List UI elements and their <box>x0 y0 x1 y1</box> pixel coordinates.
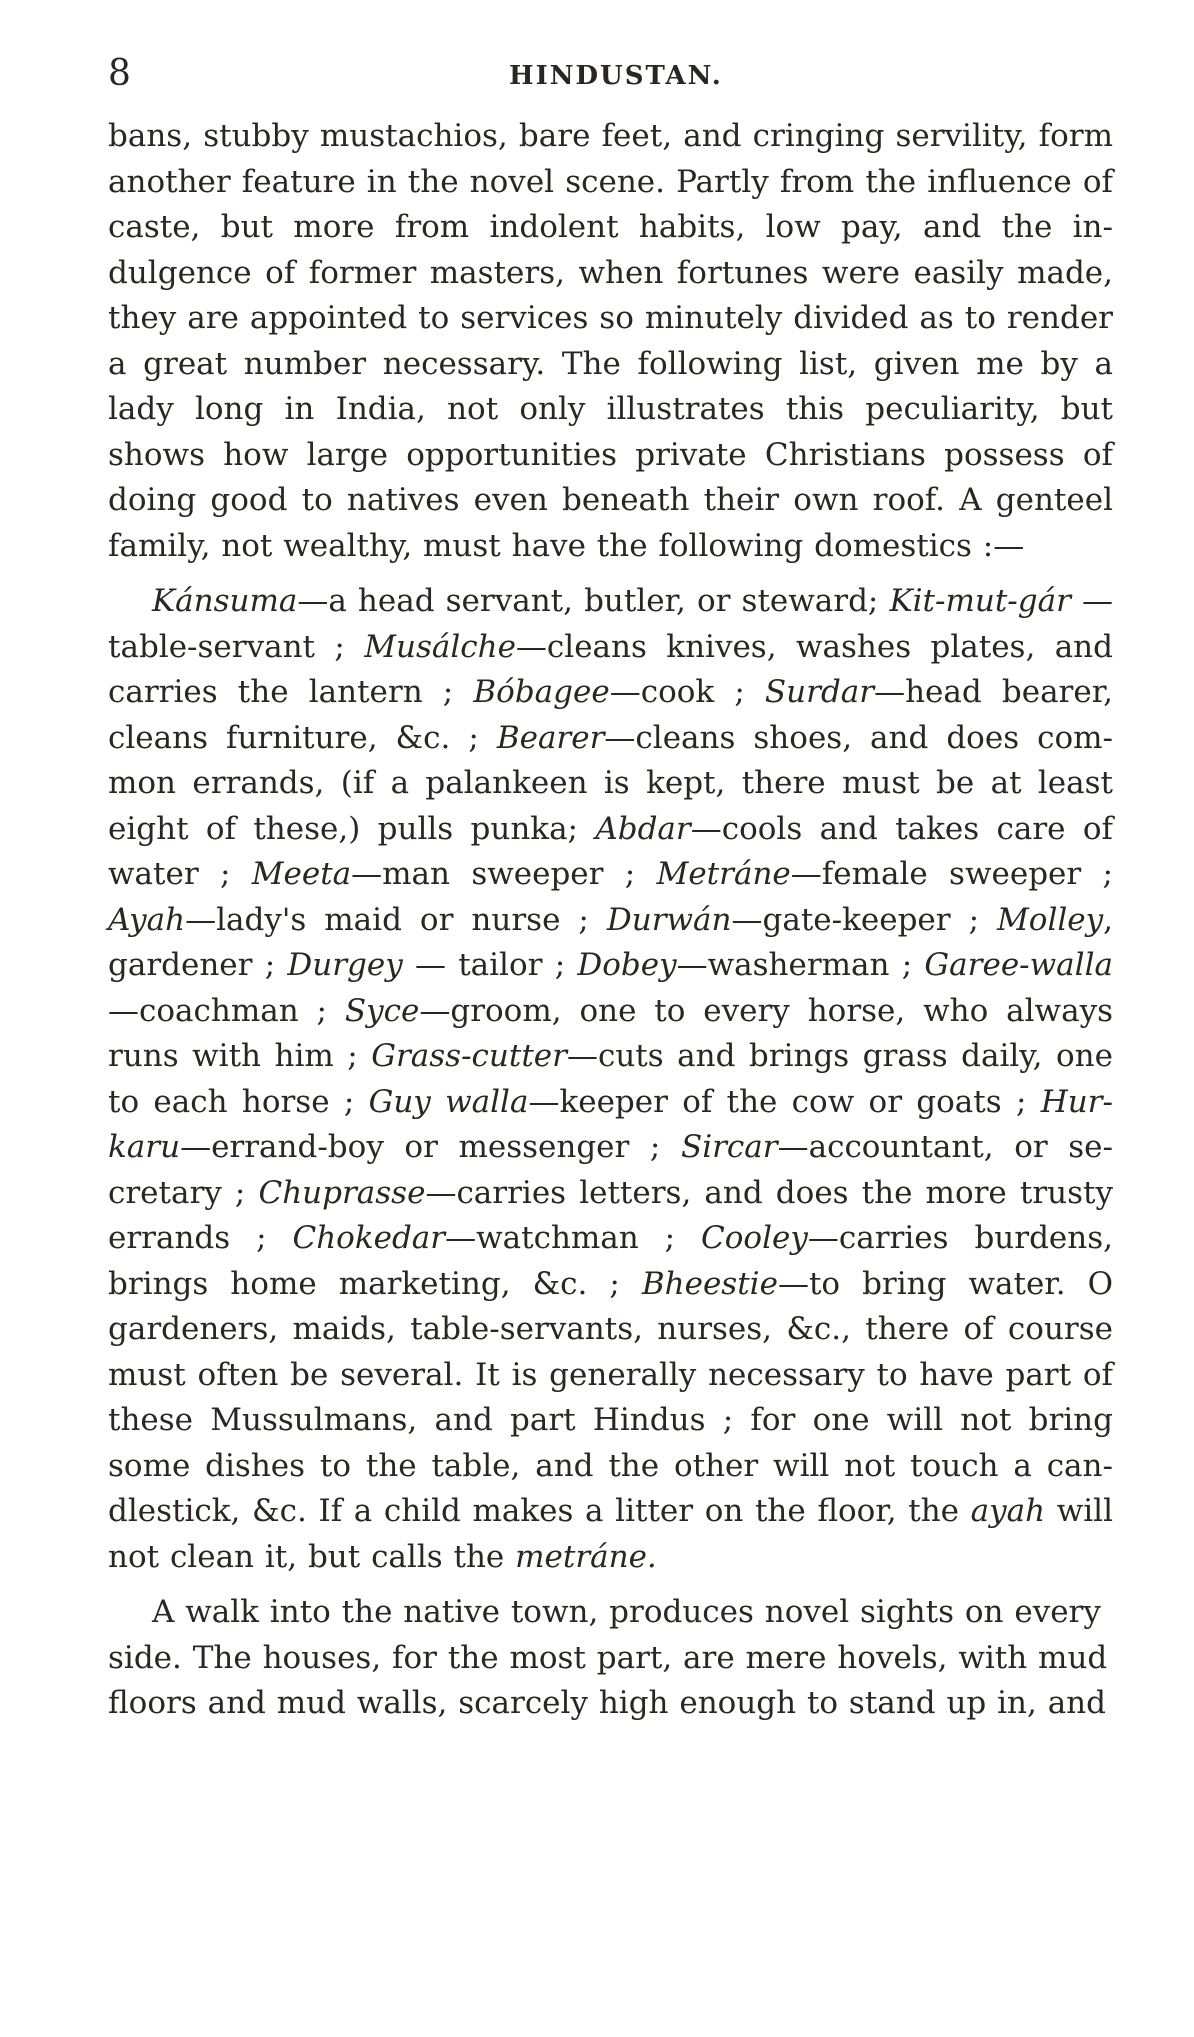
servant-term: Meeta <box>251 856 352 892</box>
servant-term: Musálche <box>364 628 516 665</box>
text-run: —to bring water. O gardeners, maids, table-servants, nurses, &c., there of course must often be several. It is generally necessary to have part of these Mussulmans, and part Hindus ; for one will not bring some dishes to the table, and the other will not touch a candlestick, &c. If a child makes a litter on the floor, the <box>108 1265 1113 1529</box>
text-run: —cook ; <box>609 674 765 710</box>
text-run: —coachman ; <box>108 992 345 1029</box>
servant-term: Sircar <box>680 1129 778 1165</box>
text-run: —washerman ; <box>676 947 925 983</box>
servant-term: Bheestie <box>641 1265 778 1302</box>
paragraph-3 <box>108 1590 1113 1727</box>
text-run: , gardener ; <box>108 901 1113 983</box>
page-number: 8 <box>108 53 131 94</box>
servant-term: Surdar <box>764 674 875 710</box>
servant-term: Garee-walla <box>924 947 1113 983</box>
servant-term: Syce <box>344 992 420 1029</box>
paragraph-1 <box>108 114 1113 569</box>
text-run: —keeper of the cow or goats ; <box>528 1083 1041 1120</box>
text-run: A walk into the native town, produces novel sights on every side. The houses, for the most part, are mere hovels, with mud floors and mud walls, scarcely high enough to stand up in, and <box>108 1594 1108 1721</box>
text-run: bans, stubby mustachios, bare feet, and cringing servility, form another feature in the novel scene. Partly from the influence of caste, but more from indolent habits, low pay, and the indulgence of former masters, when fortunes were easily made, they are appointed to services so minutely divided as to render a great number necessary. The following list, given me by a lady long in India, not only illustrates this peculiarity, but shows how large opportunities private Christians possess of doing good to natives even beneath their own roof. A genteel family, not wealthy, must have the following domestics :— <box>108 118 1113 564</box>
text-run: —head bearer, cleans furniture, &c. ; <box>108 674 1113 756</box>
text-run: —carries letters, and does the more trusty errands ; <box>108 1174 1114 1256</box>
servant-term: Durwán <box>606 901 732 938</box>
text-run: —table-servant ; <box>108 583 1114 665</box>
text-run: —female sweeper ; <box>790 856 1113 892</box>
running-head: HINDUSTAN. <box>509 61 723 91</box>
text-run: —carries burdens, brings home marketing, &c. ; <box>108 1220 1113 1302</box>
servant-term: Hurkaru <box>108 1083 1113 1165</box>
text-run: —cleans shoes, and does common errands, (if a palankeen is kept, there must be at least eight of these,) pulls punka; <box>108 719 1114 847</box>
servant-term: Chuprasse <box>258 1174 426 1211</box>
servant-term: Molley <box>997 901 1104 938</box>
servant-term: Guy walla <box>368 1083 529 1120</box>
text-run: — tailor ; <box>402 947 578 983</box>
text-run: —lady's maid or nurse ; <box>185 901 607 938</box>
text-run: —a head servant, butler, or steward; <box>297 583 890 619</box>
servant-term: ayah <box>970 1493 1046 1529</box>
servant-term: Kit-mut-gár <box>889 583 1071 619</box>
servant-term: Bearer <box>496 719 605 756</box>
servant-term: Abdar <box>595 810 691 847</box>
servant-term: Grass-cutter <box>371 1038 567 1074</box>
text-run: —accountant, or secretary ; <box>108 1129 1113 1211</box>
text-run: —errand-boy or messenger ; <box>180 1129 681 1165</box>
text-run: —watchman ; <box>445 1220 702 1256</box>
servant-term: Bóbagee <box>473 674 610 710</box>
servant-term: Cooley <box>701 1220 808 1256</box>
paragraph-2 <box>108 579 1113 1580</box>
servant-term: Dobey <box>577 947 677 983</box>
servant-term: Kánsuma <box>152 583 298 619</box>
text-run: —cuts and brings grass daily, one to each horse ; <box>108 1038 1113 1120</box>
text-run: —cleans knives, washes plates, and carries the lantern ; <box>108 628 1113 710</box>
servant-term: Chokedar <box>292 1220 446 1256</box>
text-run: —groom, one to every horse, who always runs with him ; <box>108 992 1113 1074</box>
servant-term: Ayah <box>108 901 186 938</box>
text-run: —gate-keeper ; <box>731 901 998 938</box>
text-run: —cools and takes care of water ; <box>108 810 1113 892</box>
servant-term: Durgey <box>287 947 403 983</box>
text-run: —man sweeper ; <box>351 856 657 892</box>
page-header <box>108 52 1108 96</box>
servant-term: metráne. <box>515 1538 657 1575</box>
text-run: will not clean it, but calls the <box>108 1493 1113 1575</box>
servant-term: Metráne <box>656 856 791 892</box>
body-text <box>108 114 1113 1737</box>
